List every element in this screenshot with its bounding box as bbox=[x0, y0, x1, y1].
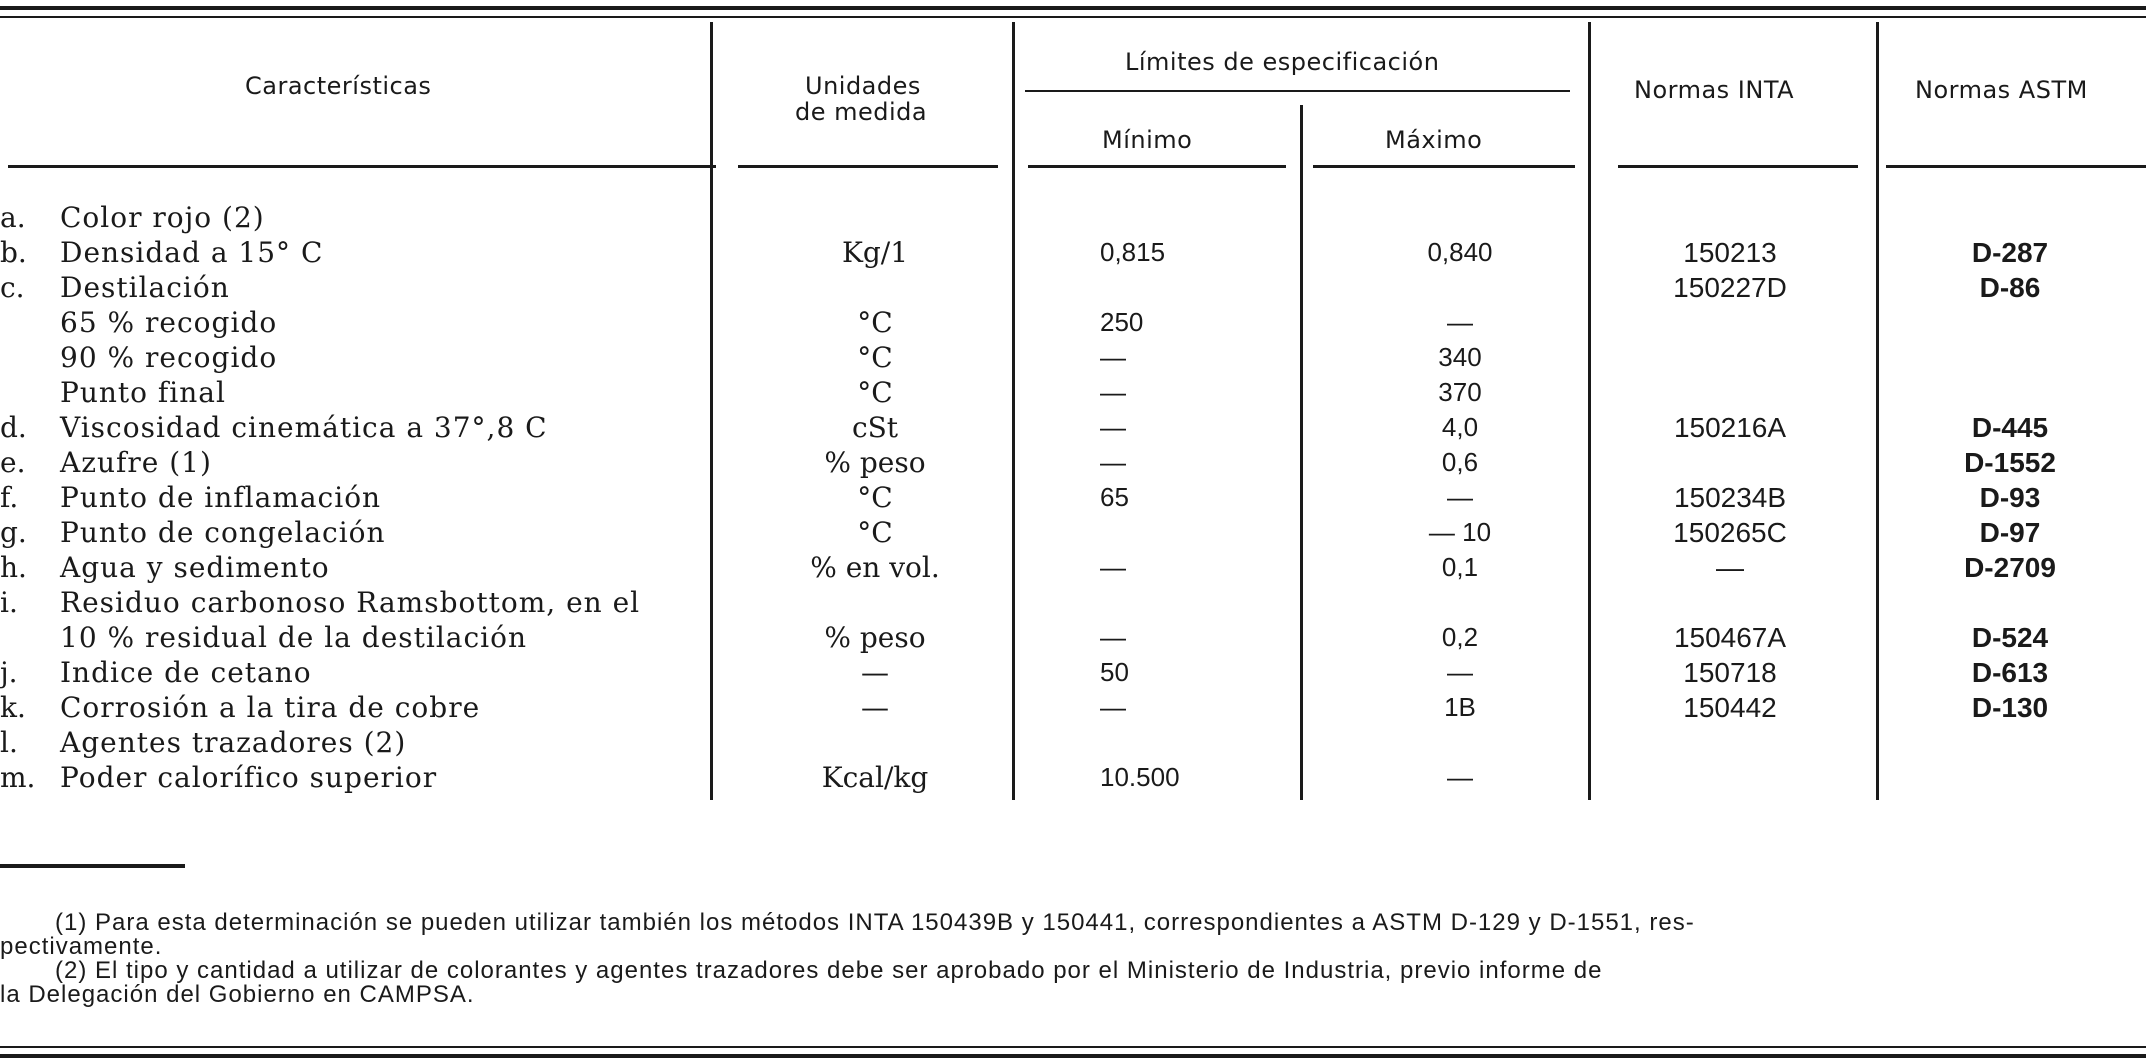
header-underline bbox=[1618, 165, 1858, 168]
row-maximum: — bbox=[1447, 482, 1473, 512]
table-row bbox=[0, 620, 2146, 655]
row-norma-astm: D-524 bbox=[1971, 622, 2049, 653]
row-characteristic: Viscosidad cinemática a 37°,8 C bbox=[60, 411, 548, 444]
row-maximum: — 10 bbox=[1428, 517, 1492, 547]
row-letter: c. bbox=[0, 271, 25, 304]
table-row bbox=[0, 235, 2146, 270]
row-characteristic: Destilación bbox=[60, 271, 230, 304]
row-minimum: 50 bbox=[1100, 657, 1129, 687]
top-rule-thick bbox=[0, 6, 2146, 10]
table-row bbox=[0, 760, 2146, 795]
footnote-1-line2: pectivamente. bbox=[0, 933, 163, 960]
row-maximum: 4,0 bbox=[1441, 412, 1479, 442]
row-norma-inta: 150213 bbox=[1683, 237, 1777, 268]
header-minimo: Mínimo bbox=[1102, 126, 1193, 154]
row-maximum: 0,1 bbox=[1441, 552, 1479, 582]
header-underline bbox=[1313, 165, 1575, 168]
row-minimum: — bbox=[1100, 447, 1126, 477]
row-characteristic: Agentes trazadores (2) bbox=[60, 726, 407, 759]
row-unit: °C bbox=[857, 376, 893, 409]
row-letter: h. bbox=[0, 551, 27, 584]
row-characteristic: Agua y sedimento bbox=[60, 551, 330, 584]
row-maximum: — bbox=[1447, 657, 1473, 687]
row-maximum: 1B bbox=[1444, 692, 1476, 722]
header-maximo: Máximo bbox=[1385, 126, 1483, 154]
row-maximum: — bbox=[1447, 762, 1473, 792]
table-row bbox=[0, 200, 2146, 235]
footnote-separator bbox=[0, 864, 185, 868]
row-minimum: — bbox=[1100, 342, 1126, 372]
header-underline bbox=[738, 165, 998, 168]
row-characteristic: Punto final bbox=[60, 376, 226, 409]
row-unit: % peso bbox=[824, 621, 926, 654]
row-norma-astm: D-613 bbox=[1971, 657, 2049, 688]
row-letter: f. bbox=[0, 481, 19, 514]
row-characteristic: 90 % recogido bbox=[60, 341, 278, 374]
row-characteristic: Punto de inflamación bbox=[60, 481, 382, 514]
header-caracteristicas: Características bbox=[245, 72, 432, 100]
row-minimum: — bbox=[1100, 377, 1126, 407]
row-norma-inta: 150442 bbox=[1683, 692, 1777, 723]
row-characteristic: Poder calorífico superior bbox=[60, 761, 438, 794]
header-underline bbox=[1028, 165, 1286, 168]
row-norma-inta: 150227D bbox=[1673, 272, 1787, 303]
row-minimum: — bbox=[1100, 412, 1126, 442]
row-letter: k. bbox=[0, 691, 26, 724]
row-norma-inta: — bbox=[1716, 552, 1744, 583]
row-minimum: — bbox=[1100, 692, 1126, 722]
row-characteristic: Punto de congelación bbox=[60, 516, 386, 549]
footnote-2-line1: (2) El tipo y cantidad a utilizar de colorantes y agentes trazadores debe ser aprobado por el Ministerio de Industria, previo informe de bbox=[55, 957, 1603, 984]
row-letter: e. bbox=[0, 446, 26, 479]
table-row bbox=[0, 410, 2146, 445]
header-normas-astm: Normas ASTM bbox=[1915, 76, 2088, 104]
row-unit: % en vol. bbox=[810, 551, 940, 584]
row-letter: b. bbox=[0, 236, 27, 269]
row-norma-astm: D-130 bbox=[1971, 692, 2049, 723]
row-unit: Kcal/kg bbox=[821, 761, 929, 794]
row-maximum: 0,840 bbox=[1427, 237, 1493, 267]
row-unit: cSt bbox=[851, 411, 899, 444]
table-row bbox=[0, 655, 2146, 690]
table-row bbox=[0, 725, 2146, 760]
footnote-1-line1: (1) Para esta determinación se pueden utilizar también los métodos INTA 150439B y 150441, correspondientes a ASTM D-129 y D-1551, res- bbox=[55, 909, 1695, 936]
row-characteristic: Corrosión a la tira de cobre bbox=[60, 691, 481, 724]
row-minimum: 10.500 bbox=[1100, 762, 1180, 792]
row-norma-inta: 150467A bbox=[1673, 622, 1787, 653]
row-characteristic: 10 % residual de la destilación bbox=[60, 621, 528, 654]
row-maximum: 340 bbox=[1438, 342, 1482, 372]
header-normas-inta: Normas INTA bbox=[1634, 76, 1795, 104]
row-unit: — bbox=[861, 656, 889, 689]
table-row bbox=[0, 375, 2146, 410]
row-characteristic: Residuo carbonoso Ramsbottom, en el bbox=[60, 586, 641, 619]
table-row bbox=[0, 690, 2146, 725]
table-row bbox=[0, 340, 2146, 375]
row-norma-astm: D-445 bbox=[1971, 412, 2049, 443]
row-norma-inta: 150234B bbox=[1673, 482, 1787, 513]
header-limites: Límites de especificación bbox=[1125, 48, 1440, 76]
row-unit: °C bbox=[857, 306, 893, 339]
table-row bbox=[0, 270, 2146, 305]
row-characteristic: Azufre (1) bbox=[60, 446, 212, 479]
table-row bbox=[0, 445, 2146, 480]
row-minimum: — bbox=[1100, 622, 1126, 652]
row-letter: a. bbox=[0, 201, 26, 234]
row-letter: j. bbox=[0, 656, 18, 689]
row-letter: m. bbox=[0, 761, 36, 794]
header-unidades-line1: Unidades bbox=[805, 72, 921, 100]
row-characteristic: Densidad a 15° C bbox=[60, 236, 324, 269]
table-row bbox=[0, 550, 2146, 585]
row-unit: % peso bbox=[824, 446, 926, 479]
row-maximum: 0,2 bbox=[1441, 622, 1479, 652]
row-characteristic: Color rojo (2) bbox=[60, 201, 265, 234]
row-unit: °C bbox=[857, 341, 893, 374]
row-letter: d. bbox=[0, 411, 27, 444]
header-underline bbox=[1886, 165, 2146, 168]
row-maximum: — bbox=[1447, 307, 1473, 337]
header-underline bbox=[8, 165, 716, 168]
row-norma-inta: 150216A bbox=[1673, 412, 1787, 443]
row-letter: l. bbox=[0, 726, 18, 759]
row-letter: i. bbox=[0, 586, 18, 619]
row-norma-astm: D-1552 bbox=[1964, 447, 2056, 478]
row-minimum: — bbox=[1100, 552, 1126, 582]
row-unit: °C bbox=[857, 516, 893, 549]
row-maximum: 0,6 bbox=[1441, 447, 1479, 477]
row-norma-astm: D-287 bbox=[1971, 237, 2049, 268]
header-limites-rule bbox=[1025, 90, 1570, 92]
row-norma-astm: D-2709 bbox=[1964, 552, 2056, 583]
bottom-rule-thin bbox=[0, 1046, 2146, 1048]
bottom-rule-thick bbox=[0, 1054, 2146, 1058]
header-unidades-line2: de medida bbox=[795, 98, 928, 126]
row-norma-astm: D-86 bbox=[1979, 272, 2041, 303]
row-unit: °C bbox=[857, 481, 893, 514]
table-row bbox=[0, 480, 2146, 515]
row-minimum: 0,815 bbox=[1100, 237, 1166, 267]
table-row bbox=[0, 515, 2146, 550]
row-norma-astm: D-93 bbox=[1979, 482, 2041, 513]
row-unit: — bbox=[861, 691, 889, 724]
footnote-2-line2: la Delegación del Gobierno en CAMPSA. bbox=[0, 981, 475, 1008]
row-characteristic: 65 % recogido bbox=[60, 306, 278, 339]
row-characteristic: Indice de cetano bbox=[60, 656, 312, 689]
table-row bbox=[0, 305, 2146, 340]
row-unit: Kg/1 bbox=[841, 236, 909, 269]
top-rule-thin bbox=[0, 16, 2146, 18]
row-norma-inta: 150265C bbox=[1673, 517, 1787, 548]
row-maximum: 370 bbox=[1438, 377, 1482, 407]
table-row bbox=[0, 585, 2146, 620]
row-norma-astm: D-97 bbox=[1979, 517, 2041, 548]
row-letter: g. bbox=[0, 516, 27, 549]
row-minimum: 250 bbox=[1100, 307, 1144, 337]
row-norma-inta: 150718 bbox=[1683, 657, 1777, 688]
row-minimum: 65 bbox=[1100, 482, 1129, 512]
